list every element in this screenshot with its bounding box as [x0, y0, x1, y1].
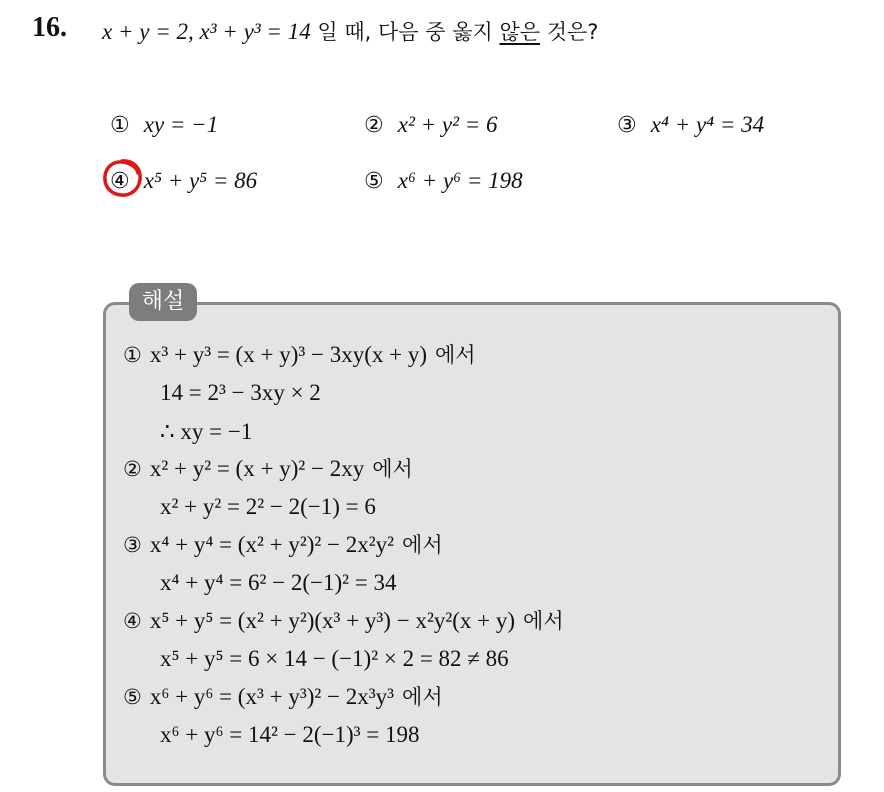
solution-tag: 해설 — [129, 283, 197, 321]
option-5[interactable] — [364, 168, 523, 194]
option-3[interactable] — [617, 112, 764, 138]
solution-line-expr: x⁵ + y⁵ = (x² + y²)(x³ + y³) − x²y²(x + y) — [149, 608, 516, 633]
answer-circle-mark — [101, 157, 143, 199]
question-text — [102, 16, 598, 46]
option-number: ① — [110, 113, 130, 138]
solution-line-suffix: 에서 — [372, 457, 413, 481]
solution-line-number: ③ — [123, 533, 142, 557]
option-number: ⑤ — [364, 169, 384, 194]
solution-line-1 — [123, 342, 476, 368]
solution-line-number: ④ — [123, 609, 142, 633]
solution-line-expr: x⁴ + y⁴ = (x² + y²)² − 2x²y² — [149, 532, 395, 557]
solution-line-10 — [123, 684, 443, 710]
solution-line-expr: x⁴ + y⁴ = 6² − 2(−1)² = 34 — [160, 570, 397, 595]
option-expression: x⁵ + y⁵ = 86 — [143, 168, 258, 193]
question-text-underlined: 않은 — [499, 20, 541, 44]
solution-line-4 — [123, 456, 413, 482]
solution-line-expr: x⁵ + y⁵ = 6 × 14 − (−1)² × 2 = 82 ≠ 86 — [160, 646, 509, 671]
option-expression: x⁴ + y⁴ = 34 — [650, 112, 765, 137]
solution-line-11 — [160, 722, 420, 748]
question-text-pre: 일 때, 다음 중 옳지 — [310, 20, 500, 44]
option-number: ④ — [110, 169, 130, 194]
solution-line-9 — [160, 646, 509, 672]
solution-line-2 — [160, 380, 321, 406]
solution-line-expr: x² + y² = (x + y)² − 2xy — [149, 456, 365, 481]
question-text-post: 것은? — [540, 20, 599, 44]
option-2[interactable] — [364, 112, 497, 138]
solution-line-suffix: 에서 — [523, 609, 564, 633]
solution-line-number: ① — [123, 343, 142, 367]
solution-line-expr: x⁶ + y⁶ = (x³ + y³)² − 2x³y³ — [149, 684, 395, 709]
option-1[interactable] — [110, 112, 218, 138]
solution-line-expr: x² + y² = 2² − 2(−1) = 6 — [160, 494, 376, 519]
option-expression: xy = −1 — [143, 112, 219, 137]
solution-line-5 — [160, 494, 376, 520]
option-number: ③ — [617, 113, 637, 138]
solution-line-suffix: 에서 — [402, 533, 443, 557]
solution-line-expr: ∴ xy = −1 — [160, 419, 253, 444]
solution-line-number: ⑤ — [123, 685, 142, 709]
solution-line-8 — [123, 608, 564, 634]
solution-line-7 — [160, 570, 397, 596]
solution-line-expr: x⁶ + y⁶ = 14² − 2(−1)³ = 198 — [160, 722, 420, 747]
solution-line-number: ② — [123, 457, 142, 481]
question-math: x + y = 2, x³ + y³ = 14 — [102, 19, 311, 44]
solution-line-3 — [160, 419, 252, 445]
option-expression: x⁶ + y⁶ = 198 — [397, 168, 523, 193]
solution-line-expr: 14 = 2³ − 3xy × 2 — [160, 380, 321, 405]
option-expression: x² + y² = 6 — [397, 112, 498, 137]
solution-line-suffix: 에서 — [402, 685, 443, 709]
question-number: 16. — [32, 12, 67, 43]
option-number: ② — [364, 113, 384, 138]
solution-line-expr: x³ + y³ = (x + y)³ − 3xy(x + y) — [149, 342, 428, 367]
solution-line-6 — [123, 532, 443, 558]
solution-line-suffix: 에서 — [435, 343, 476, 367]
